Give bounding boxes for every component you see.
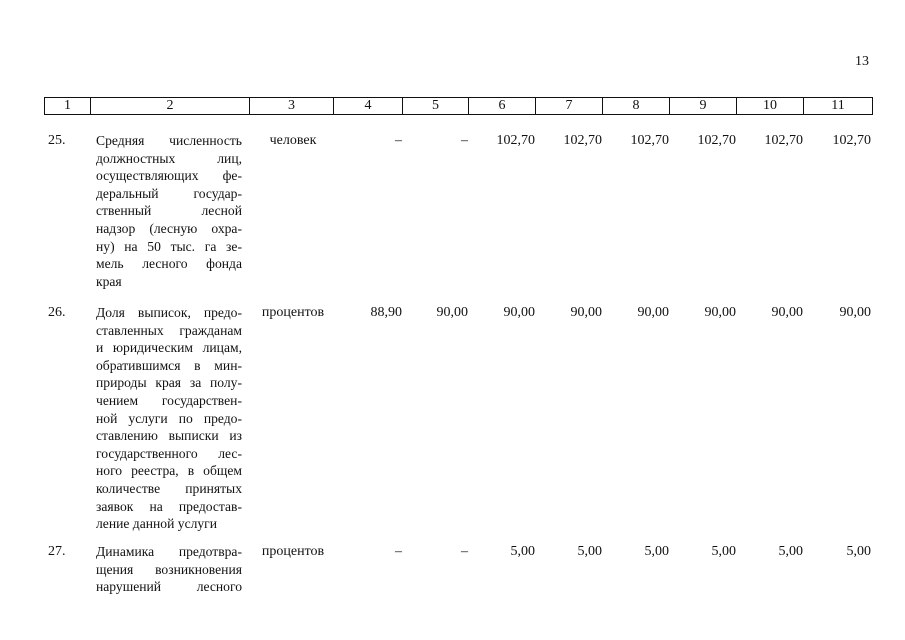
indicator-name bbox=[96, 132, 242, 290]
value-col-10: 102,70 bbox=[764, 133, 803, 148]
indicator-name-line: и юридическим лицам, bbox=[96, 340, 242, 356]
indicator-name bbox=[96, 304, 242, 533]
value-col-8: 5,00 bbox=[644, 544, 669, 559]
indicator-name-line: природы края за полу- bbox=[96, 375, 242, 391]
value-col-7: 5,00 bbox=[577, 544, 602, 559]
indicator-name-line: ну) на 50 тыс. га зе- bbox=[96, 238, 242, 254]
value-col-7: 102,70 bbox=[563, 133, 602, 148]
value-col-9: 5,00 bbox=[711, 544, 736, 559]
header-col-8: 8 bbox=[603, 98, 670, 114]
value-col-9: 102,70 bbox=[697, 133, 736, 148]
value-col-11: 102,70 bbox=[832, 133, 871, 148]
value-col-8: 90,00 bbox=[637, 305, 669, 320]
indicator-name-line: ставленных гражданам bbox=[96, 322, 242, 338]
value-col-8: 102,70 bbox=[630, 133, 669, 148]
indicator-name-line: края bbox=[96, 273, 122, 289]
value-col-5: – bbox=[461, 544, 468, 559]
header-col-2: 2 bbox=[91, 98, 250, 114]
header-col-5: 5 bbox=[403, 98, 469, 114]
indicator-name-line: Средняя численность bbox=[96, 133, 242, 148]
row-number: 26. bbox=[48, 305, 66, 320]
header-col-9: 9 bbox=[670, 98, 737, 114]
indicator-name-line: надзор (лесную охра- bbox=[96, 220, 242, 236]
page-number: 13 bbox=[855, 54, 869, 69]
header-col-10: 10 bbox=[737, 98, 804, 114]
value-col-10: 5,00 bbox=[778, 544, 803, 559]
indicator-name-line: заявок на предостав- bbox=[96, 498, 242, 514]
indicator-name-line: нарушений лесного bbox=[96, 579, 242, 595]
value-col-6: 90,00 bbox=[503, 305, 535, 320]
value-col-11: 5,00 bbox=[846, 544, 871, 559]
indicator-name-line: щения возникновения bbox=[96, 561, 242, 577]
indicator-name-line: деральный государ- bbox=[96, 185, 242, 201]
value-col-5: 90,00 bbox=[436, 305, 468, 320]
header-col-3: 3 bbox=[250, 98, 334, 114]
header-col-11: 11 bbox=[831, 98, 845, 113]
indicator-name bbox=[96, 543, 242, 596]
indicator-name-line: ставлению выписки из bbox=[96, 428, 242, 444]
header-col-1: 1 bbox=[45, 98, 91, 114]
value-col-6: 5,00 bbox=[510, 544, 535, 559]
indicator-name-line: количестве принятых bbox=[96, 480, 242, 496]
header-col-6: 6 bbox=[469, 98, 536, 114]
value-col-4: 88,90 bbox=[370, 305, 402, 320]
unit-cell: человек bbox=[269, 133, 317, 148]
indicator-name-line: ление данной услуги bbox=[96, 516, 218, 532]
header-col-7: 7 bbox=[536, 98, 603, 114]
value-col-6: 102,70 bbox=[496, 133, 535, 148]
indicator-name-line: чением государствен- bbox=[96, 392, 242, 408]
indicator-name-line: государственного лес- bbox=[96, 445, 242, 461]
value-col-5: – bbox=[461, 133, 468, 148]
indicator-name-line: обратившимся в мин- bbox=[96, 357, 242, 373]
indicator-name-line: ного реестра, в общем bbox=[96, 463, 242, 479]
value-col-11: 90,00 bbox=[839, 305, 871, 320]
row-number: 25. bbox=[48, 133, 66, 148]
value-col-7: 90,00 bbox=[570, 305, 602, 320]
unit-cell: процентов bbox=[261, 305, 325, 320]
indicator-name-line: Динамика предотвра- bbox=[96, 544, 242, 559]
indicator-name-line: Доля выписок, предо- bbox=[96, 305, 242, 320]
unit-cell: процентов bbox=[261, 544, 325, 559]
indicator-name-line: должностных лиц, bbox=[96, 150, 242, 166]
value-col-10: 90,00 bbox=[771, 305, 803, 320]
indicator-name-line: ной услуги по предо- bbox=[96, 410, 242, 426]
row-number: 27. bbox=[48, 544, 66, 559]
table-header bbox=[44, 97, 873, 115]
indicator-name-line: осуществляющих фе- bbox=[96, 168, 242, 184]
value-col-9: 90,00 bbox=[704, 305, 736, 320]
indicator-name-line: мель лесного фонда bbox=[96, 256, 242, 272]
value-col-4: – bbox=[395, 133, 402, 148]
indicator-name-line: ственный лесной bbox=[96, 203, 242, 219]
value-col-4: – bbox=[395, 544, 402, 559]
header-col-4: 4 bbox=[334, 98, 403, 114]
